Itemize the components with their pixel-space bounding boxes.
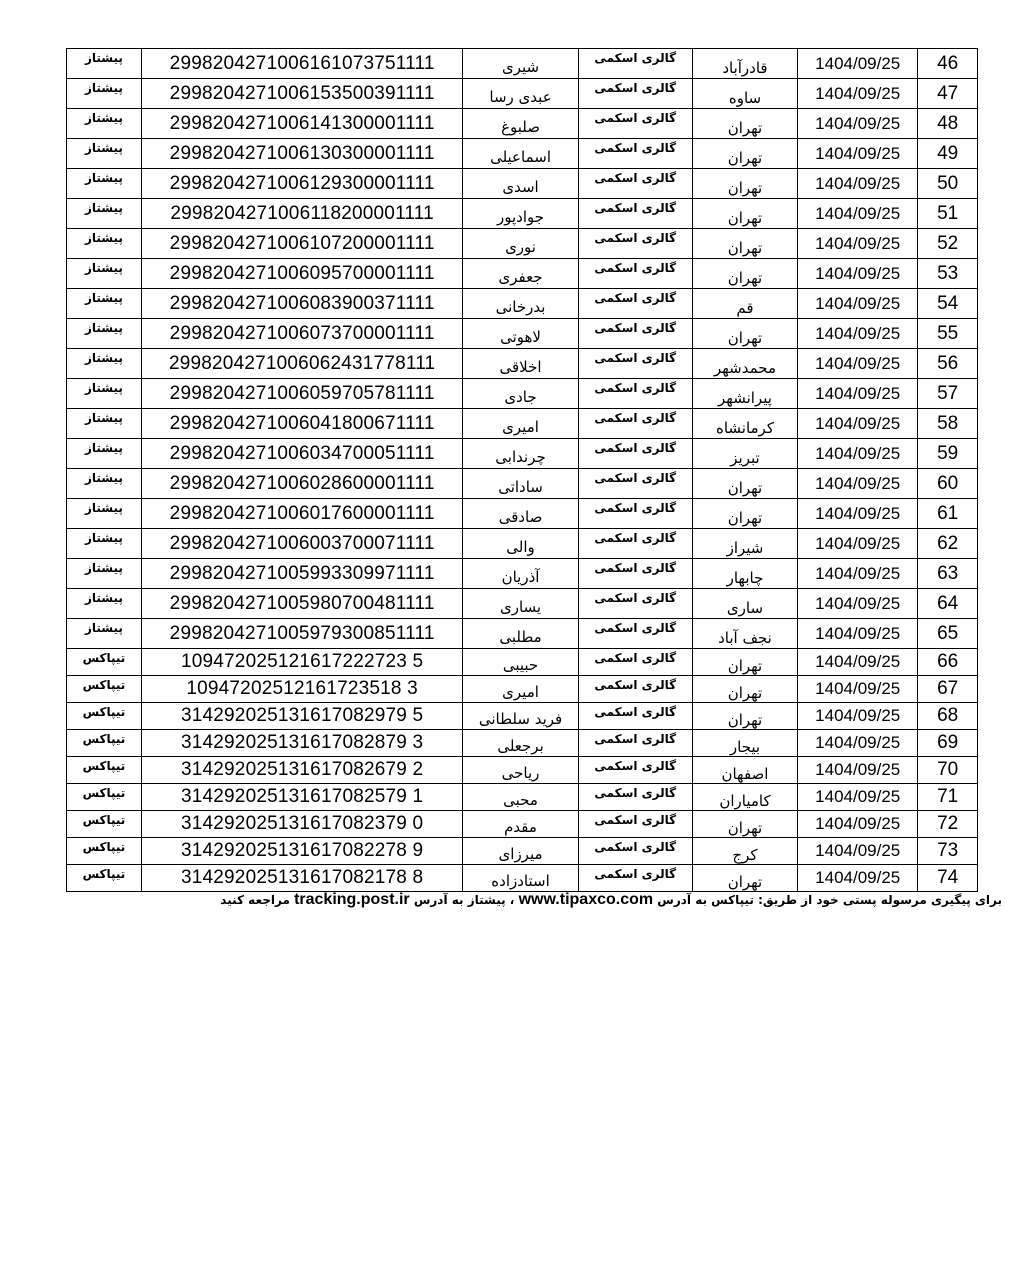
shipment-date: 1404/09/25 xyxy=(798,439,918,469)
table-row xyxy=(67,79,978,109)
footer-middle: ، پیشتاز به آدرس xyxy=(413,893,515,907)
sender-name: گالری اسکمی xyxy=(578,79,692,109)
destination-city: تهران xyxy=(692,229,797,259)
row-number: 64 xyxy=(918,589,978,619)
sender-name: گالری اسکمی xyxy=(578,757,692,784)
destination-city: تهران xyxy=(692,139,797,169)
sender-name: گالری اسکمی xyxy=(578,169,692,199)
recipient-name: مقدم xyxy=(463,811,578,838)
recipient-name: چرندابی xyxy=(463,439,578,469)
sender-name: گالری اسکمی xyxy=(578,409,692,439)
table-row xyxy=(67,865,978,892)
recipient-name: حبیبی xyxy=(463,649,578,676)
tracking-number: 314292025131617082278 9 xyxy=(141,838,463,865)
sender-name: گالری اسکمی xyxy=(578,529,692,559)
table-row xyxy=(67,289,978,319)
recipient-name: جعفری xyxy=(463,259,578,289)
sender-name: گالری اسکمی xyxy=(578,289,692,319)
tracking-number: 2998204271006059705781111 xyxy=(141,379,463,409)
table-row xyxy=(67,439,978,469)
sender-name: گالری اسکمی xyxy=(578,559,692,589)
tracking-number: 314292025131617082379 0 xyxy=(141,811,463,838)
row-number: 46 xyxy=(918,49,978,79)
shipment-date: 1404/09/25 xyxy=(798,229,918,259)
shipment-date: 1404/09/25 xyxy=(798,79,918,109)
table-row xyxy=(67,409,978,439)
row-number: 58 xyxy=(918,409,978,439)
row-number: 56 xyxy=(918,349,978,379)
tracking-table xyxy=(66,48,978,892)
destination-city: کرمانشاه xyxy=(692,409,797,439)
carrier-name: پیشتاز xyxy=(67,559,142,589)
table-row xyxy=(67,589,978,619)
carrier-name: پیشتاز xyxy=(67,349,142,379)
table-row xyxy=(67,676,978,703)
row-number: 69 xyxy=(918,730,978,757)
table-row xyxy=(67,730,978,757)
row-number: 54 xyxy=(918,289,978,319)
row-number: 59 xyxy=(918,439,978,469)
recipient-name: صلبوغ xyxy=(463,109,578,139)
post-tracking-url-link[interactable]: tracking.post.ir xyxy=(294,891,410,908)
row-number: 70 xyxy=(918,757,978,784)
row-number: 63 xyxy=(918,559,978,589)
recipient-name: لاهوتی xyxy=(463,319,578,349)
table-row xyxy=(67,559,978,589)
tracking-number: 2998204271006130300001111 xyxy=(141,139,463,169)
row-number: 65 xyxy=(918,619,978,649)
recipient-name: اخلاقی xyxy=(463,349,578,379)
shipment-date: 1404/09/25 xyxy=(798,259,918,289)
row-number: 72 xyxy=(918,811,978,838)
shipment-date: 1404/09/25 xyxy=(798,469,918,499)
destination-city: تهران xyxy=(692,865,797,892)
destination-city: اصفهان xyxy=(692,757,797,784)
tracking-number: 2998204271006129300001111 xyxy=(141,169,463,199)
tracking-number: 2998204271006028600001111 xyxy=(141,469,463,499)
sender-name: گالری اسکمی xyxy=(578,703,692,730)
carrier-name: پیشتاز xyxy=(67,199,142,229)
recipient-name: عبدی رسا xyxy=(463,79,578,109)
shipment-date: 1404/09/25 xyxy=(798,139,918,169)
recipient-name: یساری xyxy=(463,589,578,619)
recipient-name: صادقی xyxy=(463,499,578,529)
shipment-date: 1404/09/25 xyxy=(798,349,918,379)
tracking-number: 2998204271006017600001111 xyxy=(141,499,463,529)
sender-name: گالری اسکمی xyxy=(578,379,692,409)
shipment-date: 1404/09/25 xyxy=(798,559,918,589)
destination-city: تهران xyxy=(692,811,797,838)
row-number: 62 xyxy=(918,529,978,559)
recipient-name: نوری xyxy=(463,229,578,259)
destination-city: پیرانشهر xyxy=(692,379,797,409)
table-row xyxy=(67,109,978,139)
row-number: 60 xyxy=(918,469,978,499)
table-row xyxy=(67,703,978,730)
recipient-name: برجعلی xyxy=(463,730,578,757)
carrier-name: پیشتاز xyxy=(67,169,142,199)
sender-name: گالری اسکمی xyxy=(578,259,692,289)
tracking-sheet xyxy=(66,48,978,892)
tracking-number: 314292025131617082879 3 xyxy=(141,730,463,757)
sender-name: گالری اسکمی xyxy=(578,229,692,259)
shipment-date: 1404/09/25 xyxy=(798,676,918,703)
tracking-number: 2998204271006095700001111 xyxy=(141,259,463,289)
table-row xyxy=(67,139,978,169)
destination-city: تهران xyxy=(692,169,797,199)
sender-name: گالری اسکمی xyxy=(578,139,692,169)
destination-city: ساری xyxy=(692,589,797,619)
sender-name: گالری اسکمی xyxy=(578,589,692,619)
carrier-name: تیپاکس xyxy=(67,865,142,892)
tracking-number: 2998204271006161073751111 xyxy=(141,49,463,79)
destination-city: کرج xyxy=(692,838,797,865)
tracking-number: 2998204271006083900371111 xyxy=(141,289,463,319)
table-row xyxy=(67,649,978,676)
destination-city: تهران xyxy=(692,199,797,229)
shipment-date: 1404/09/25 xyxy=(798,619,918,649)
tracking-number: 2998204271005993309971111 xyxy=(141,559,463,589)
shipment-date: 1404/09/25 xyxy=(798,319,918,349)
recipient-name: جوادپور xyxy=(463,199,578,229)
carrier-name: پیشتاز xyxy=(67,379,142,409)
recipient-name: اسماعیلی xyxy=(463,139,578,169)
tracking-number: 2998204271006062431778111 xyxy=(141,349,463,379)
shipment-date: 1404/09/25 xyxy=(798,529,918,559)
recipient-name: ساداتی xyxy=(463,469,578,499)
destination-city: قم xyxy=(692,289,797,319)
recipient-name: مطلبی xyxy=(463,619,578,649)
recipient-name: بدرخانی xyxy=(463,289,578,319)
sender-name: گالری اسکمی xyxy=(578,730,692,757)
table-row xyxy=(67,784,978,811)
table-row xyxy=(67,619,978,649)
shipment-date: 1404/09/25 xyxy=(798,703,918,730)
sender-name: گالری اسکمی xyxy=(578,784,692,811)
table-row xyxy=(67,529,978,559)
shipment-date: 1404/09/25 xyxy=(798,649,918,676)
carrier-name: پیشتاز xyxy=(67,259,142,289)
destination-city: تهران xyxy=(692,499,797,529)
row-number: 50 xyxy=(918,169,978,199)
row-number: 71 xyxy=(918,784,978,811)
row-number: 57 xyxy=(918,379,978,409)
tracking-number: 314292025131617082579 1 xyxy=(141,784,463,811)
destination-city: تهران xyxy=(692,259,797,289)
table-row xyxy=(67,379,978,409)
footer-suffix: مراجعه کنید xyxy=(220,893,290,907)
carrier-name: پیشتاز xyxy=(67,409,142,439)
row-number: 66 xyxy=(918,649,978,676)
tracking-number: 314292025131617082979 5 xyxy=(141,703,463,730)
recipient-name: جادی xyxy=(463,379,578,409)
tracking-number: 10947202512161723518 3 xyxy=(141,676,463,703)
tracking-number: 109472025121617222723 5 xyxy=(141,649,463,676)
shipment-date: 1404/09/25 xyxy=(798,409,918,439)
table-row xyxy=(67,49,978,79)
shipment-date: 1404/09/25 xyxy=(798,109,918,139)
sender-name: گالری اسکمی xyxy=(578,319,692,349)
carrier-name: پیشتاز xyxy=(67,229,142,259)
carrier-name: پیشتاز xyxy=(67,439,142,469)
carrier-name: تیپاکس xyxy=(67,676,142,703)
tracking-number: 2998204271006107200001111 xyxy=(141,229,463,259)
shipment-date: 1404/09/25 xyxy=(798,169,918,199)
shipment-date: 1404/09/25 xyxy=(798,784,918,811)
table-row xyxy=(67,319,978,349)
recipient-name: ریاحی xyxy=(463,757,578,784)
carrier-name: پیشتاز xyxy=(67,49,142,79)
shipment-date: 1404/09/25 xyxy=(798,379,918,409)
row-number: 49 xyxy=(918,139,978,169)
destination-city: تهران xyxy=(692,703,797,730)
row-number: 73 xyxy=(918,838,978,865)
carrier-name: تیپاکس xyxy=(67,703,142,730)
sender-name: گالری اسکمی xyxy=(578,109,692,139)
sender-name: گالری اسکمی xyxy=(578,649,692,676)
table-row xyxy=(67,838,978,865)
carrier-name: تیپاکس xyxy=(67,784,142,811)
sender-name: گالری اسکمی xyxy=(578,811,692,838)
destination-city: تهران xyxy=(692,109,797,139)
sender-name: گالری اسکمی xyxy=(578,469,692,499)
shipment-date: 1404/09/25 xyxy=(798,499,918,529)
row-number: 52 xyxy=(918,229,978,259)
carrier-name: پیشتاز xyxy=(67,589,142,619)
carrier-name: پیشتاز xyxy=(67,319,142,349)
tracking-number: 314292025131617082178 8 xyxy=(141,865,463,892)
recipient-name: شیری xyxy=(463,49,578,79)
destination-city: قادرآباد xyxy=(692,49,797,79)
tracking-number: 314292025131617082679 2 xyxy=(141,757,463,784)
destination-city: تهران xyxy=(692,469,797,499)
row-number: 51 xyxy=(918,199,978,229)
sender-name: گالری اسکمی xyxy=(578,676,692,703)
tracking-number: 2998204271006041800671111 xyxy=(141,409,463,439)
tracking-table-body xyxy=(67,49,978,892)
carrier-name: تیپاکس xyxy=(67,811,142,838)
shipment-date: 1404/09/25 xyxy=(798,199,918,229)
recipient-name: محبی xyxy=(463,784,578,811)
recipient-name: اسدی xyxy=(463,169,578,199)
tracking-number: 2998204271005980700481111 xyxy=(141,589,463,619)
carrier-name: پیشتاز xyxy=(67,529,142,559)
table-row xyxy=(67,259,978,289)
shipment-date: 1404/09/25 xyxy=(798,865,918,892)
recipient-name: امیری xyxy=(463,676,578,703)
tracking-number: 2998204271006073700001111 xyxy=(141,319,463,349)
destination-city: کامیاران xyxy=(692,784,797,811)
carrier-name: پیشتاز xyxy=(67,289,142,319)
sender-name: گالری اسکمی xyxy=(578,865,692,892)
recipient-name: امیری xyxy=(463,409,578,439)
table-row xyxy=(67,199,978,229)
row-number: 47 xyxy=(918,79,978,109)
shipment-date: 1404/09/25 xyxy=(798,589,918,619)
destination-city: تبریز xyxy=(692,439,797,469)
destination-city: تهران xyxy=(692,649,797,676)
destination-city: ساوه xyxy=(692,79,797,109)
shipment-date: 1404/09/25 xyxy=(798,811,918,838)
destination-city: بیجار xyxy=(692,730,797,757)
table-row xyxy=(67,349,978,379)
destination-city: شیراز xyxy=(692,529,797,559)
carrier-name: پیشتاز xyxy=(67,109,142,139)
sender-name: گالری اسکمی xyxy=(578,838,692,865)
destination-city: تهران xyxy=(692,319,797,349)
tracking-number: 2998204271006141300001111 xyxy=(141,109,463,139)
carrier-name: تیپاکس xyxy=(67,838,142,865)
carrier-name: پیشتاز xyxy=(67,79,142,109)
table-row xyxy=(67,757,978,784)
row-number: 61 xyxy=(918,499,978,529)
sender-name: گالری اسکمی xyxy=(578,49,692,79)
row-number: 67 xyxy=(918,676,978,703)
sender-name: گالری اسکمی xyxy=(578,349,692,379)
row-number: 74 xyxy=(918,865,978,892)
table-row xyxy=(67,229,978,259)
tracking-number: 2998204271005979300851111 xyxy=(141,619,463,649)
table-row xyxy=(67,469,978,499)
destination-city: چابهار xyxy=(692,559,797,589)
destination-city: نجف آباد xyxy=(692,619,797,649)
table-row xyxy=(67,499,978,529)
sender-name: گالری اسکمی xyxy=(578,439,692,469)
row-number: 55 xyxy=(918,319,978,349)
shipment-date: 1404/09/25 xyxy=(798,730,918,757)
shipment-date: 1404/09/25 xyxy=(798,289,918,319)
footer-prefix: برای پیگیری مرسوله پستی خود از طریق: تیپاکس به آدرس xyxy=(657,893,1002,907)
row-number: 68 xyxy=(918,703,978,730)
recipient-name: استادزاده xyxy=(463,865,578,892)
tipax-url-link[interactable]: www.tipaxco.com xyxy=(518,891,654,908)
recipient-name: فرید سلطانی xyxy=(463,703,578,730)
destination-city: تهران xyxy=(692,676,797,703)
carrier-name: تیپاکس xyxy=(67,730,142,757)
carrier-name: پیشتاز xyxy=(67,499,142,529)
carrier-name: تیپاکس xyxy=(67,757,142,784)
destination-city: محمدشهر xyxy=(692,349,797,379)
shipment-date: 1404/09/25 xyxy=(798,757,918,784)
sender-name: گالری اسکمی xyxy=(578,619,692,649)
tracking-number: 2998204271006153500391111 xyxy=(141,79,463,109)
tracking-number: 2998204271006034700051111 xyxy=(141,439,463,469)
row-number: 53 xyxy=(918,259,978,289)
recipient-name: میرزای xyxy=(463,838,578,865)
table-row xyxy=(67,811,978,838)
sender-name: گالری اسکمی xyxy=(578,499,692,529)
carrier-name: پیشتاز xyxy=(67,139,142,169)
sender-name: گالری اسکمی xyxy=(578,199,692,229)
recipient-name: آذریان xyxy=(463,559,578,589)
row-number: 48 xyxy=(918,109,978,139)
carrier-name: تیپاکس xyxy=(67,649,142,676)
carrier-name: پیشتاز xyxy=(67,619,142,649)
shipment-date: 1404/09/25 xyxy=(798,838,918,865)
table-row xyxy=(67,169,978,199)
tracking-instructions xyxy=(80,891,1002,909)
tracking-number: 2998204271006003700071111 xyxy=(141,529,463,559)
tracking-number: 2998204271006118200001111 xyxy=(141,199,463,229)
shipment-date: 1404/09/25 xyxy=(798,49,918,79)
carrier-name: پیشتاز xyxy=(67,469,142,499)
recipient-name: والی xyxy=(463,529,578,559)
